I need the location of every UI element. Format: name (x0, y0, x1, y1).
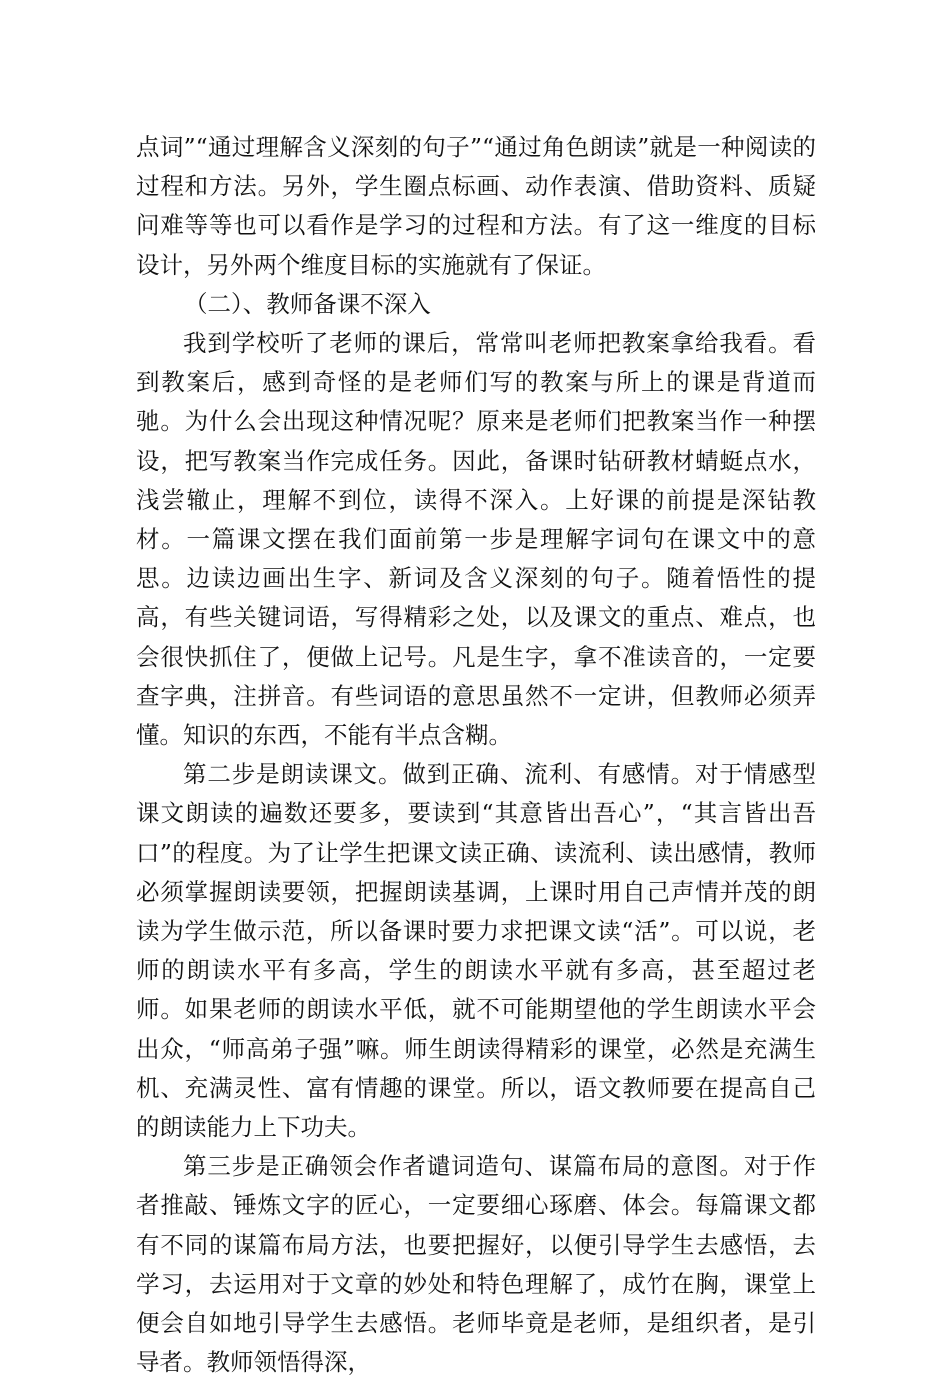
document-page (136, 128, 816, 1383)
section-heading: （二）、教师备课不深入 (184, 289, 431, 318)
paragraph-step-three: 第三步是正确领会作者谴词造句、谋篇布局的意图。对于作者推敲、锤炼文字的匠心，一定要细心琢磨、体会。每篇课文都有不同的谋篇布局方法，也要把握好，以便引导学生去感悟，去学习，去运用对于文章的妙处和特色理解了，成竹在胸，课堂上便会自如地引导学生去感悟。老师毕竟是老师，是组织者，是引导者。教师领悟得深， (136, 1152, 816, 1377)
paragraph-lesson-prep: 我到学校听了老师的课后，常常叫老师把教案拿给我看。看到教案后，感到奇怪的是老师们写的教案与所上的课是背道而驰。为什么会出现这种情况呢？原来是老师们把教案当作一种摆设，把写教案当作完成任务。因此，备课时钻研教材蜻蜓点水，浅尝辙止，理解不到位，读得不深入。上好课的前提是深钻教材。一篇课文摆在我们面前第一步是理解字词句在课文中的意思。边读边画出生字、新词及含义深刻的句子。随着悟性的提高，有些关键词语，写得精彩之处，以及课文的重点、难点，也会很快抓住了，便做上记号。凡是生字，拿不准读音的，一定要查字典，注拼音。有些词语的意思虽然不一定讲，但教师必须弄懂。知识的东西，不能有半点含糊。 (136, 329, 816, 750)
paragraph-continuation: 点词”“通过理解含义深刻的句子”“通过角色朗读”就是一种阅读的过程和方法。另外，学生圈点标画、动作表演、借助资料、质疑问难等等也可以看作是学习的过程和方法。有了这一维度的目标设计，另外两个维度目标的实施就有了保证。 (136, 133, 816, 279)
paragraph-step-two: 第二步是朗读课文。做到正确、流利、有感情。对于情感型课文朗读的遍数还要多，要读到“其意皆出吾心”，“其言皆出吾口”的程度。为了让学生把课文读正确、读流利、读出感情，教师必须掌握朗读要领，把握朗读基调，上课时用自己声情并茂的朗读为学生做示范，所以备课时要力求把课文读“活”。可以说，老师的朗读水平有多高，学生的朗读水平就有多高，甚至超过老师。如果老师的朗读水平低，就不可能期望他的学生朗读水平会出众，“师高弟子强”嘛。师生朗读得精彩的课堂，必然是充满生机、充满灵性、富有情趣的课堂。所以，语文教师要在提高自己的朗读能力上下功夫。 (136, 760, 816, 1142)
